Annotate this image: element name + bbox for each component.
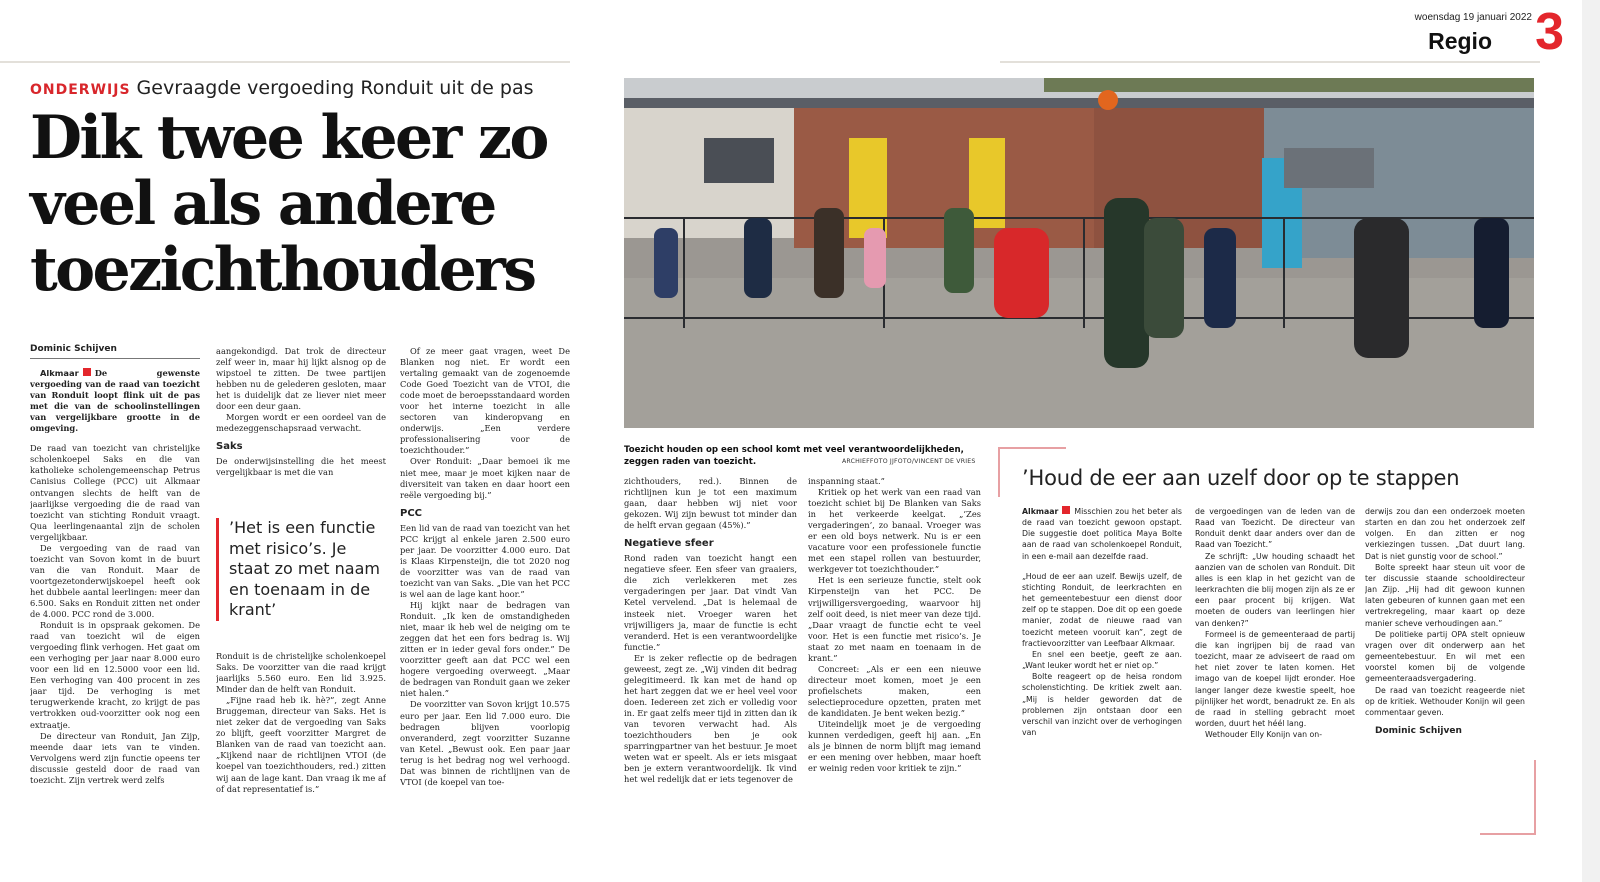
- lead-text: De gewenste vergoeding van de raad van toezicht van Ronduit loopt flink uit de pas met die van de schoolinstellingen van vergelijkbare grootte in de omgeving.: [30, 368, 200, 434]
- paragraph: Concreet: „Als er een een nieuwe directeur moet komen, moet je een profielschets maken, een selectieprocedure opzetten, praten met de kandidaten. Je bent weken bezig.”: [808, 663, 981, 718]
- article-column-2-top: [216, 346, 386, 504]
- top-rule-left: [0, 61, 570, 63]
- paragraph: Rond raden van toezicht hangt een negatieve sfeer. Een sfeer van graaiers, die zich verlekkeren met zes vergaderingen per jaar. Dat vindt Van Ketel vervelend. „Dat is helemaal de insteek niet. Vroeger waren het vrijwilligers ja, maar de functie is echt veranderd. Het is een verantwoordelijke functie.”: [624, 553, 797, 652]
- paragraph: Een lid van de raad van toezicht van het PCC krijgt al enkele jaren 2.500 euro per jaar. De voorzitter 4.000 euro. Dat is Klaas Kirpensteijn, die tot 2020 nog de voorzitter was van de raad van toezicht van van Saks. „Die van het PCC is wel aan de lage kant hoor.”: [400, 522, 570, 599]
- paragraph: De raad van toezicht van christelijke scholenkoepel Saks en die van katholieke scholengemeenschap Petrus Canisius College (PCC) uit Alkmaar ontvangen slechts de helft van de jaarlijkse vergoeding die de raad van toezicht van stichting Ronduit vraagt. Qua leerlingenaantal zijn de scholen vergelijkbaar.: [30, 443, 200, 542]
- sidebar-signature: Dominic Schijven: [1375, 725, 1462, 736]
- paragraph: Er is zeker reflectie op de bedragen geweest, zegt ze. „Wij vinden dit bedrag gelegitimeerd. Ik kan met de hand op het hart zeggen dat we er heel veel voor doen. Iedereen zet zich er volledig voor in. Er gaat zelfs meer tijd in zitten dan ik van tevoren verwacht had. Als toezichthouders ben je ook sparringpartner van het bestuur. Je moet weten wat er speelt. Als er iets misgaat ben je extern verantwoordelijk. Ik vind het wel redelijk dat er iets tegenover de: [624, 652, 797, 785]
- sidebar-frame-right: [1534, 760, 1536, 834]
- sidebar-lead: [1022, 506, 1182, 562]
- paragraph: Of ze meer gaat vragen, weet De Blanken nog niet. Er wordt een vertaling gemaakt van de zogenoemde Code Goed Toezicht van de VTOI, die code moet de beroepsstandaard worden voor het interne toezicht in alle sectoren van kinderopvang en onderwijs. „Een verdere professionalisering voor de toezichthouder.”: [400, 346, 570, 456]
- paragraph: Over Ronduit: „Daar bemoei ik me niet mee, maar je moet kijken naar de diversiteit van taken en daar hoort een reële vergoeding bij.”: [400, 456, 570, 500]
- article-column-4: [624, 476, 797, 844]
- red-square-icon: [83, 368, 91, 376]
- article-column-5: [808, 476, 981, 844]
- page-gutter: [1582, 0, 1600, 882]
- paragraph: de vergoedingen van de leden van de Raad van Toezicht. De directeur van Ronduit denkt daar anders over dan de Raad van Toezicht.”: [1195, 507, 1355, 550]
- sidebar-frame-left: [998, 447, 1000, 497]
- sidebar-lead-text: Misschien zou het beter als de raad van toezicht gewoon opstapt. Die suggestie doet politica Maya Bolte aan de raad van scholenkoepel Ronduit, in een e-mail aan dezelfde raad.: [1022, 507, 1182, 561]
- paragraph: derwijs zou dan een onderzoek moeten starten en dan zou het onderzoek zelf volgen. En dan zitten er nog verkiezingen tussen. „Dat duurt lang. Dat is niet gunstig voor de school.”: [1365, 507, 1525, 561]
- paragraph: En snel een beetje, geeft ze aan. „Want leuker wordt het er niet op.”: [1022, 649, 1182, 671]
- red-square-icon: [1062, 506, 1070, 514]
- photo-credit: ARCHIEFFOTO JJFOTO/VINCENT DE VRIES: [842, 458, 976, 465]
- paragraph: Formeel is de gemeenteraad de partij die kan ingrijpen bij de raad van toezicht, maar ze adviseert de raad om het niet zover te laten komen. Het imago van de koepel lijdt eronder. Hoe langer langer deze kwestie speelt, hoe pijnlijker het wordt, benadrukt ze. En als de raad in stelling gebracht moet worden, duurt het héél lang.: [1195, 629, 1355, 728]
- page-number: 3: [1535, 3, 1564, 61]
- paragraph: Hij kijkt naar de bedragen van Ronduit. „Ik ken de omstandigheden niet, maar ik heb wel de neiging om te zeggen dat het een fors bedrag is. Wij zitten er in ieder geval fors onder.” De voorzitter geeft aan dat PCC wel een hogere vergoeding overweegt. „Maar de bedragen van Ronduit gaan we zeker niet halen.”: [400, 600, 570, 699]
- paragraph: Uiteindelijk moet je de vergoeding kunnen verdedigen, geeft hij aan. „En als je binnen de norm blijft mag iemand er een mening over hebben, maar hoeft er weinig reden voor kritiek te zijn.”: [808, 719, 981, 774]
- paragraph: „Fijne raad heb ik. hè?”, zegt Anne Bruggeman, directeur van Saks. Het is niet zeker dat de vergoeding van Saks zo blijft, geeft voorzitter Margret de Blanken van de raad van toezicht aan. „Kijkend naar de richtlijnen VTOI (de koepel van toezichthouders, red.) zitten wij aan de lage kant. Dan vraag ik me af of dat representatief is.”: [216, 695, 386, 794]
- top-rule-right: [1000, 61, 1540, 63]
- subhead-pcc: PCC: [400, 507, 423, 519]
- subhead-saks: Saks: [216, 441, 243, 453]
- paragraph: Ze schrijft: „Uw houding schaadt het aanzien van de scholen van Ronduit. Dit alles is een klap in het gezicht van de leerkrachten die blij mogen zijn als ze er een paar procent bij krijgen. Wat moeten de ouders van leerlingen hier van denken?”: [1195, 551, 1355, 628]
- edition-date: woensdag 19 januari 2022: [1414, 12, 1532, 23]
- school-playground-photo: [624, 78, 1534, 428]
- sidebar-column-2: [1195, 506, 1355, 816]
- article-column-2-bottom: [216, 651, 386, 844]
- paragraph: zichthouders, red.). Binnen de richtlijnen kun je tot een maximum gaan, daar hebben wij niet voor gekozen. Wij zijn bewust tot minder dan de helft ervan gegaan (45%).”: [624, 476, 797, 531]
- dateline: Alkmaar: [40, 368, 79, 379]
- headline: Dik twee keer zo veel als andere toezichthouders: [30, 103, 547, 305]
- paragraph: Ronduit is de christelijke scholenkoepel Saks. De voorzitter van die raad krijgt jaarlijks 5.560 euro. Een lid 3.925. Minder dan de helft van Ronduit.: [216, 651, 386, 695]
- kicker: [30, 77, 534, 99]
- sidebar-column-1: [1022, 506, 1182, 816]
- article-column-1: [30, 344, 200, 844]
- paragraph: De onderwijsinstelling die het meest vergelijkbaar is met die van: [216, 456, 386, 478]
- paragraph: Ronduit is in opspraak gekomen. De raad van toezicht wil de eigen vergoeding flink verhogen. Het gaat om een verhoging per jaar naar 8.000 euro voor een lid en 12.5000 voor een lid. Een verhoging van 400 procent in zes jaar tijd. De verhoging is met terugwerkende kracht, zo krijgt de pas vertrokken oud-voorzitter ook nog een extraatje.: [30, 620, 200, 730]
- paragraph: Kritiek op het werk van een raad van toezicht schiet bij De Blanken van Saks in het verkeerde keelgat. „’Zes vergaderingen’, zo banaal. Vroeger was er een old boys netwerk. Nu is er een vacature voor een professionele functie met een stapel rollen van bestuurder, werkgever tot toezichthouder.”: [808, 487, 981, 575]
- kicker-tag: ONDERWIJS: [30, 82, 131, 98]
- sidebar-frame-top: [998, 447, 1066, 449]
- paragraph: De raad van toezicht reageerde niet op de kritiek. Wethouder Konijn wil geen commentaar geven.: [1365, 685, 1525, 717]
- sidebar-column-3: [1365, 506, 1525, 826]
- paragraph: „Houd de eer aan uzelf. Bewijs uzelf, de stichting Ronduit, de leerkrachten en het gemeentebestuur een dienst door zelf op te stappen. Doe dit op een goede manier, zodat de nieuwe raad van toezicht meteen vooruit kan”, zegt de fractievoorzitter van Leefbaar Alkmaar.: [1022, 571, 1182, 648]
- paragraph: De vergoeding van de raad van toezicht van Sovon komt in de buurt van die van Ronduit. Maar de voortgezetonderwijskoepel heeft ook het dubbele aantal leerlingen: meer dan 6.500. Saks en Ronduit zitten net onder de 4.000. PCC rond de 3.000.: [30, 542, 200, 620]
- article-lead: [30, 368, 200, 434]
- paragraph: De politieke partij OPA stelt opnieuw vragen over dit onderwerp aan het gemeentebestuur. En wil met een voorstel komen bij de volgende gemeenteraadsvergadering.: [1365, 629, 1525, 684]
- pull-quote: ’Het is een functie met risico’s. Je staat zo met naam en toenaam in de krant’: [216, 518, 391, 621]
- paragraph: De voorzitter van Sovon krijgt 10.575 euro per jaar. Een lid 7.000 euro. Die bedragen blijven voorlopig onveranderd, zegt voorzitter Suzanne van Ketel. „Bewust ook. Een paar jaar terug is het bedrag nog wel verhoogd. Dat was binnen de richtlijnen van de VTOI (de koepel van toe-: [400, 699, 570, 787]
- article-column-3: [400, 346, 570, 844]
- paragraph: aangekondigd. Dat trok de directeur zelf weer in, maar hij lijkt alsnog op de wipstoel te zitten. De twee partijen hebben nu de gelederen gesloten, maar het is duidelijk dat ze liever niet meer door een deur gaan.: [216, 346, 386, 412]
- paragraph: Wethouder Elly Konijn van on-: [1205, 730, 1323, 740]
- photo-caption: Toezicht houden op een school komt met veel verantwoordelijkheden, zeggen raden van toezicht.: [624, 445, 964, 467]
- paragraph: Bolte spreekt haar steun uit voor de ter discussie staande schooldirecteur Jan Zijp. „Hij had dit gewoon kunnen laten gebeuren of kunnen gaan met een vertrekregeling, maar kaart op deze manier scheve verhoudingen aan.”: [1365, 562, 1525, 628]
- paragraph: De directeur van Ronduit, Jan Zijp, meende daar iets van te vinden. Vervolgens werd zijn functie opeens ter discussie gesteld door de raad van toezicht. Zijn vertrek werd zelfs: [30, 730, 200, 785]
- sidebar-frame-bottom: [1480, 833, 1536, 835]
- byline: Dominic Schijven: [30, 344, 200, 359]
- paragraph: Morgen wordt er een oordeel van de medezeggenschapsraad verwacht.: [216, 412, 386, 434]
- kicker-text: Gevraagde vergoeding Ronduit uit de pas: [136, 77, 534, 99]
- photo-illustration: [624, 78, 1534, 428]
- section-title: Regio: [1428, 28, 1492, 54]
- paragraph: Het is een serieuze functie, stelt ook Kirpensteijn van het PCC. De vrijwilligersvergoeding, waarvoor hij zelf ooit deed, is niet meer van deze tijd. „Daar vraagt de functie echt te veel voor. Het is een functie met risico’s. Je staat zo met naam en toenaam in de krant.”: [808, 575, 981, 663]
- subhead-negatieve-sfeer: Negatieve sfeer: [624, 538, 714, 550]
- paragraph: Bolte reageert op de heisa rondom scholenstichting. De kritiek zwelt aan. „Mij is helder geworden dat de problemen zijn ontstaan door een verschil van inzicht over de verhogingen van: [1022, 672, 1182, 737]
- paragraph: inspanning staat.”: [808, 476, 885, 486]
- sidebar-headline: ’Houd de eer aan uzelf door op te stappen: [1022, 466, 1460, 490]
- sidebar-dateline: Alkmaar: [1022, 507, 1059, 516]
